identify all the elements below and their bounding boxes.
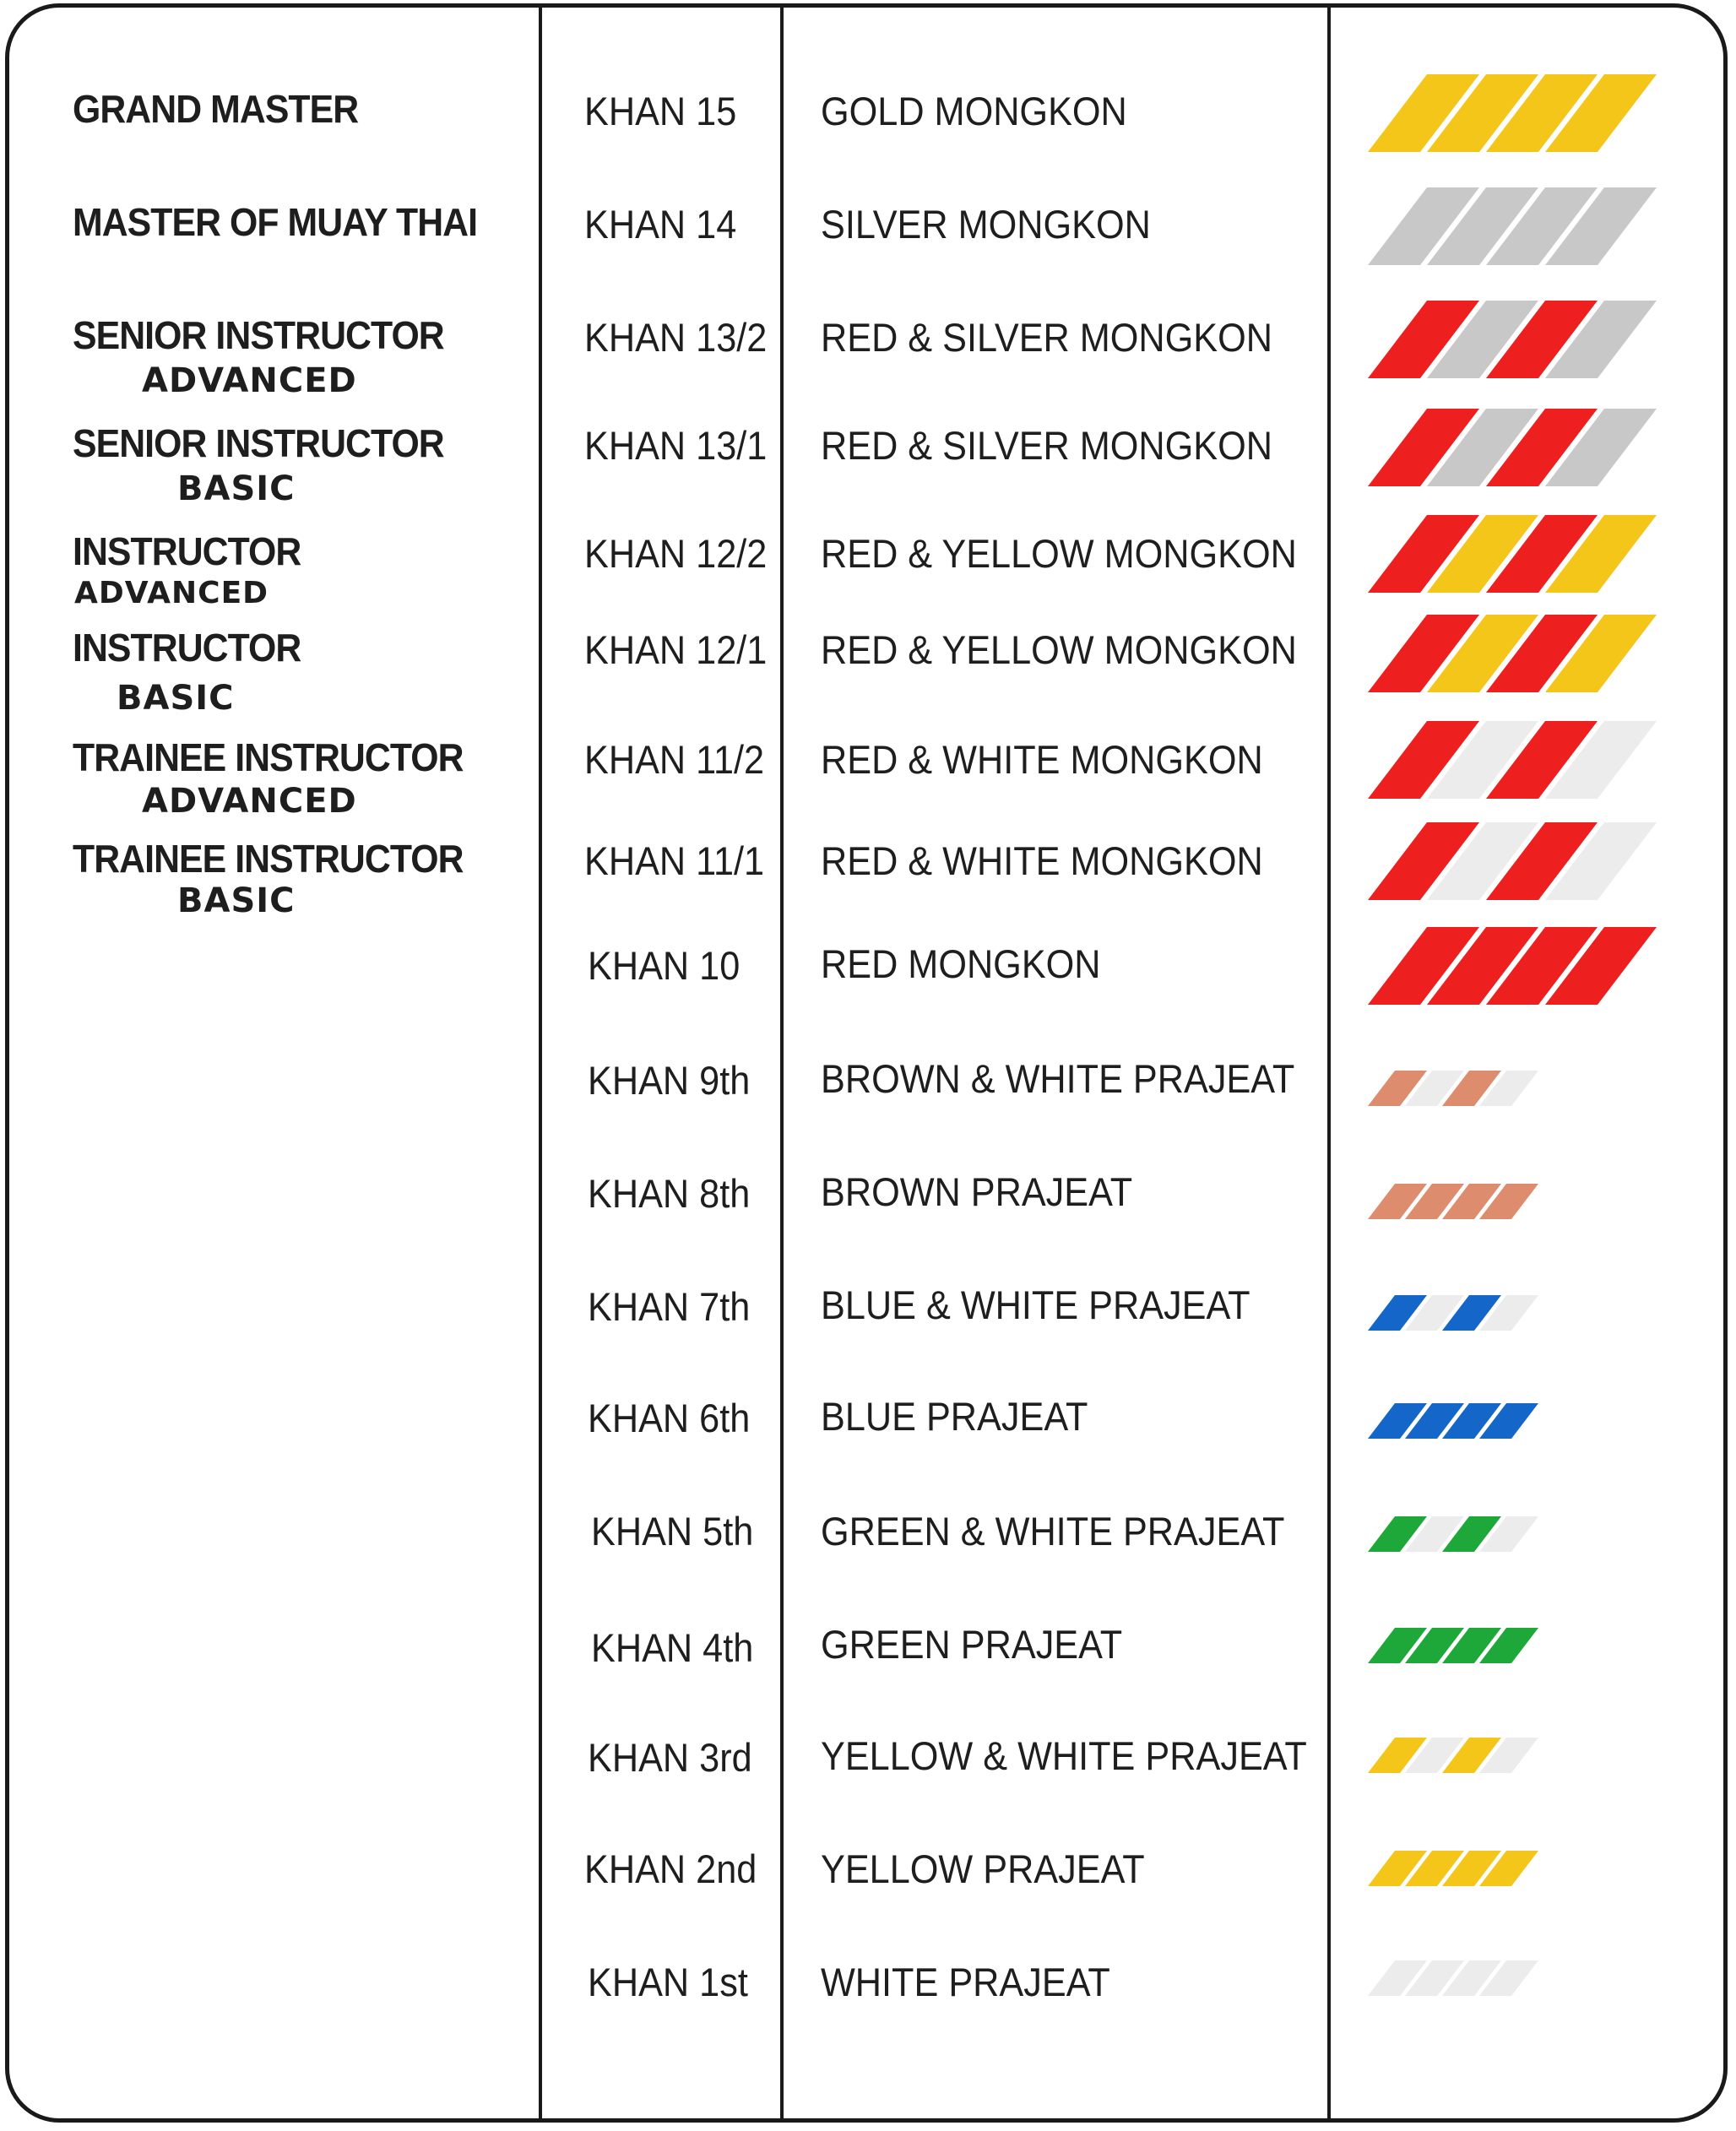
- belt-name: YELLOW & WHITE PRAJEAT: [821, 1733, 1307, 1778]
- red-yellow-mongkon-swatch: [1366, 613, 1658, 694]
- khan-grade: KHAN 9th: [588, 1058, 751, 1103]
- column-divider-2: [780, 3, 784, 2123]
- rank-title: TRAINEE INSTRUCTOR: [73, 735, 464, 779]
- rank-subtitle: BASIC: [117, 679, 235, 718]
- khan-grade: KHAN 13/1: [584, 423, 768, 468]
- khan-grade: KHAN 8th: [588, 1171, 751, 1216]
- khan-grade: KHAN 7th: [588, 1284, 751, 1329]
- belt-name: WHITE PRAJEAT: [821, 1960, 1110, 2004]
- belt-name: RED & SILVER MONGKON: [821, 423, 1272, 468]
- belt-name: SILVER MONGKON: [821, 202, 1151, 247]
- khan-grade: KHAN 2nd: [584, 1846, 757, 1891]
- rank-subtitle: BASIC: [177, 881, 296, 920]
- rank-title: INSTRUCTOR: [73, 529, 301, 573]
- belt-name: YELLOW PRAJEAT: [821, 1846, 1145, 1891]
- brown-prajeat-swatch: [1366, 1182, 1554, 1221]
- silver-mongkon-swatch: [1366, 186, 1658, 267]
- belt-name: GREEN & WHITE PRAJEAT: [821, 1509, 1285, 1554]
- rank-subtitle: BASIC: [177, 469, 296, 508]
- rank-subtitle: ADVANCED: [142, 361, 357, 400]
- blue-white-prajeat-swatch: [1366, 1293, 1554, 1332]
- khan-grade: KHAN 6th: [588, 1396, 751, 1440]
- belt-name: BLUE PRAJEAT: [821, 1394, 1088, 1439]
- green-prajeat-swatch: [1366, 1626, 1554, 1665]
- gold-mongkon-swatch: [1366, 73, 1658, 154]
- belt-name: RED & SILVER MONGKON: [821, 315, 1272, 360]
- khan-grade: KHAN 12/2: [584, 531, 768, 576]
- red-silver-mongkon-swatch: [1366, 299, 1658, 380]
- rank-subtitle: ADVANCED: [142, 782, 357, 821]
- rank-title: TRAINEE INSTRUCTOR: [73, 837, 464, 881]
- belt-name: RED MONGKON: [821, 941, 1101, 986]
- red-yellow-mongkon-swatch: [1366, 513, 1658, 594]
- belt-name: BROWN & WHITE PRAJEAT: [821, 1056, 1295, 1101]
- green-white-prajeat-swatch: [1366, 1515, 1554, 1554]
- khan-grade: KHAN 15: [584, 89, 737, 133]
- khan-grade: KHAN 10: [588, 943, 741, 988]
- red-white-mongkon-swatch: [1366, 719, 1658, 800]
- yellow-white-prajeat-swatch: [1366, 1736, 1554, 1775]
- rank-title: SENIOR INSTRUCTOR: [73, 421, 444, 465]
- rank-title: GRAND MASTER: [73, 87, 359, 131]
- khan-grade: KHAN 13/2: [584, 315, 768, 360]
- belt-name: RED & YELLOW MONGKON: [821, 627, 1297, 672]
- blue-prajeat-swatch: [1366, 1402, 1554, 1440]
- red-white-mongkon-swatch: [1366, 821, 1658, 902]
- rank-title: MASTER OF MUAY THAI: [73, 200, 478, 244]
- khan-grade: KHAN 12/1: [584, 627, 768, 672]
- rank-subtitle: ADVANCED: [74, 576, 269, 610]
- white-prajeat-swatch: [1366, 1959, 1554, 1998]
- brown-white-prajeat-swatch: [1366, 1069, 1554, 1108]
- rank-title: INSTRUCTOR: [73, 626, 301, 670]
- column-divider-1: [539, 3, 542, 2123]
- belt-name: GOLD MONGKON: [821, 89, 1127, 133]
- khan-grade: KHAN 5th: [591, 1509, 754, 1554]
- khan-grade: KHAN 11/2: [584, 737, 765, 782]
- red-silver-mongkon-swatch: [1366, 407, 1658, 488]
- red-mongkon-swatch: [1366, 925, 1658, 1006]
- rank-title: SENIOR INSTRUCTOR: [73, 313, 444, 357]
- khan-grade: KHAN 4th: [591, 1625, 754, 1670]
- belt-name: GREEN PRAJEAT: [821, 1622, 1123, 1667]
- khan-grade: KHAN 1st: [588, 1960, 748, 2004]
- belt-name: RED & YELLOW MONGKON: [821, 531, 1297, 576]
- column-divider-3: [1327, 3, 1331, 2123]
- khan-grade: KHAN 14: [584, 202, 737, 247]
- belt-name: BROWN PRAJEAT: [821, 1169, 1133, 1214]
- belt-name: RED & WHITE MONGKON: [821, 838, 1263, 883]
- yellow-prajeat-swatch: [1366, 1849, 1554, 1888]
- khan-grade: KHAN 3rd: [588, 1735, 752, 1780]
- khan-grade: KHAN 11/1: [584, 838, 765, 883]
- belt-name: RED & WHITE MONGKON: [821, 737, 1263, 782]
- belt-name: BLUE & WHITE PRAJEAT: [821, 1282, 1250, 1327]
